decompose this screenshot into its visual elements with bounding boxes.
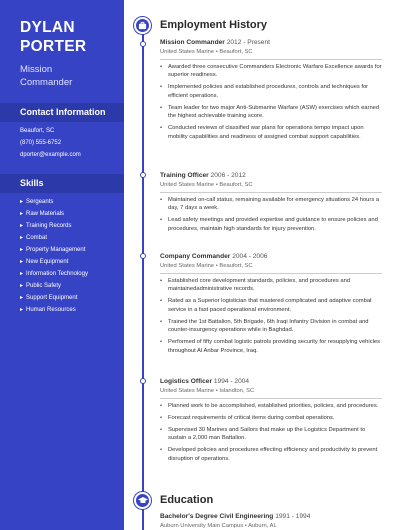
job-bullet: • Established core development standards, policies, and procedures and maintainedadministrative records. bbox=[160, 277, 382, 294]
job-location: Beaufort, SC bbox=[219, 49, 253, 55]
job-bullet: • Performed of fifty combat logistic patrols providing security for resupplying vehicles throughout Al Anbar Province, Iraq. bbox=[160, 338, 382, 355]
skills-list bbox=[20, 196, 88, 316]
job-location: Beaufort, SC bbox=[219, 263, 253, 269]
job-org-line: United States Marine • Beaufort, SC bbox=[160, 49, 253, 55]
skill-item: ▸ Training Records bbox=[20, 220, 88, 232]
skill-item: ▸ Sergeants bbox=[20, 196, 88, 208]
job-role: Training Officer bbox=[160, 172, 209, 179]
job-bullet: • Lead safety meetings and provided expertise and guidance to ensure policies and procedures, maintain high standards for injury prevention. bbox=[160, 216, 382, 233]
job-bullets bbox=[160, 63, 382, 141]
education-header bbox=[160, 512, 382, 522]
job-role: Logistics Officer bbox=[160, 378, 213, 385]
timeline-dot bbox=[140, 172, 146, 178]
job-header bbox=[160, 171, 382, 181]
job-bullets bbox=[160, 402, 382, 463]
job-role: Company Commander bbox=[160, 253, 231, 260]
job-location: Beaufort, SC bbox=[219, 182, 253, 188]
graduation-cap-icon bbox=[134, 492, 151, 509]
skills-heading: Skills bbox=[0, 174, 124, 193]
job-bullets bbox=[160, 277, 382, 355]
job-bullet: • Maintained on-call status, remaining available for emergency situations 24 hours a day, 7 days a week. bbox=[160, 196, 382, 213]
divider bbox=[160, 398, 382, 399]
job-dates: 2012 - Present bbox=[226, 39, 270, 46]
job-location: Islandton, SC bbox=[219, 388, 255, 394]
skill-item: ▸ Public Safety bbox=[20, 280, 88, 292]
school-location: Auburn, AL bbox=[248, 523, 277, 529]
job-org-line: United States Marine • Beaufort, SC bbox=[160, 182, 253, 188]
job-dates: 1994 - 2004 bbox=[213, 378, 250, 385]
job-bullet: • Planned work to be accomplished, established priorities, policies, and procedures. bbox=[160, 402, 382, 410]
job-bullet: • Supervised 30 Marines and Sailors that make up the Logistics Department to sustain a 2,000 man Battalion. bbox=[160, 426, 382, 443]
job-bullet: • Implemented policies and established procedures, controls and techniques for efficient operations. bbox=[160, 83, 382, 100]
skill-item: ▸ Property Management bbox=[20, 244, 88, 256]
skill-item: ▸ Combat bbox=[20, 232, 88, 244]
timeline-dot bbox=[140, 378, 146, 384]
job-bullet: • Conducted reviews of classified war plans for operations tempo impact upon mobility capabilities and readiness of assigned combat support capabilities. bbox=[160, 124, 382, 141]
job-header bbox=[160, 38, 382, 48]
job-org-line: United States Marine • Beaufort, SC bbox=[160, 263, 253, 269]
job-org-line: United States Marine • Islandton, SC bbox=[160, 388, 255, 394]
candidate-name bbox=[20, 18, 86, 56]
job-title-line1: Mission bbox=[20, 64, 53, 75]
last-name: PORTER bbox=[20, 38, 87, 55]
skill-item: ▸ Raw Materials bbox=[20, 208, 88, 220]
skill-item: ▸ New Equipment bbox=[20, 256, 88, 268]
skill-item: ▸ Support Equipment bbox=[20, 292, 88, 304]
degree: Bachelor's Degree Civil Engineering bbox=[160, 513, 274, 520]
job-org: United States Marine bbox=[160, 182, 215, 188]
divider bbox=[160, 59, 382, 60]
job-bullet: • Forecast requirements of critical items during combat operations. bbox=[160, 414, 382, 422]
school: Auburn University Main Campus bbox=[160, 523, 244, 529]
divider bbox=[160, 273, 382, 274]
job-org: United States Marine bbox=[160, 49, 215, 55]
skill-item: ▸ Information Technology bbox=[20, 268, 88, 280]
job-header bbox=[160, 252, 382, 262]
divider bbox=[160, 192, 382, 193]
job-bullet: • Awarded three consecutive Commanders Electronic Warfare Excellence awards for superior readiness. bbox=[160, 63, 382, 80]
job-org: United States Marine bbox=[160, 388, 215, 394]
job-bullets bbox=[160, 196, 382, 233]
job-entry bbox=[160, 252, 382, 359]
timeline-dot bbox=[140, 41, 146, 47]
skill-item: ▸ Human Resources bbox=[20, 304, 88, 316]
job-role: Mission Commander bbox=[160, 39, 225, 46]
job-header bbox=[160, 377, 382, 387]
education-school-line: Auburn University Main Campus • Auburn, AL bbox=[160, 523, 277, 529]
job-bullet: • Developed policies and procedures effecting efficiency and productivity to prevent disruption of operations. bbox=[160, 446, 382, 463]
education-dates: 1991 - 1994 bbox=[275, 513, 311, 520]
job-entry bbox=[160, 171, 382, 237]
timeline-dot bbox=[140, 253, 146, 259]
contact-phone[interactable]: (870) 555-6752 bbox=[20, 140, 62, 146]
contact-info bbox=[20, 125, 81, 161]
job-bullet: • Trained the 1st Battalion, 5th Brigade, 6th Iraqi Infantry Division in combat and counter-insurgency operations while in Baghdad. bbox=[160, 318, 382, 335]
job-entry bbox=[160, 38, 382, 145]
sidebar bbox=[0, 0, 124, 530]
timeline-line bbox=[142, 24, 144, 530]
contact-heading: Contact Information bbox=[0, 103, 124, 122]
first-name: DYLAN bbox=[20, 19, 75, 36]
education-heading: Education bbox=[160, 494, 214, 506]
job-dates: 2006 - 2012 bbox=[210, 172, 246, 179]
job-title-line2: Commander bbox=[20, 77, 73, 88]
employment-heading: Employment History bbox=[160, 19, 267, 31]
job-bullet: • Rated as a Superior logistician that mastered complicated and adaptive combat service in a fast paced operational environment. bbox=[160, 297, 382, 314]
job-dates: 2004 - 2006 bbox=[232, 253, 268, 260]
job-entry bbox=[160, 377, 382, 467]
education-entry bbox=[160, 512, 382, 530]
contact-location: Beaufort, SC bbox=[20, 128, 55, 134]
contact-email[interactable]: dporter@example.com bbox=[20, 152, 81, 158]
job-org: United States Marine bbox=[160, 263, 215, 269]
job-bullet: • Team leader for two major Anti-Submarine Warfare (ASW) exercises which earned the highest achievable training score. bbox=[160, 104, 382, 121]
briefcase-icon bbox=[134, 17, 151, 34]
job-title bbox=[20, 63, 72, 89]
